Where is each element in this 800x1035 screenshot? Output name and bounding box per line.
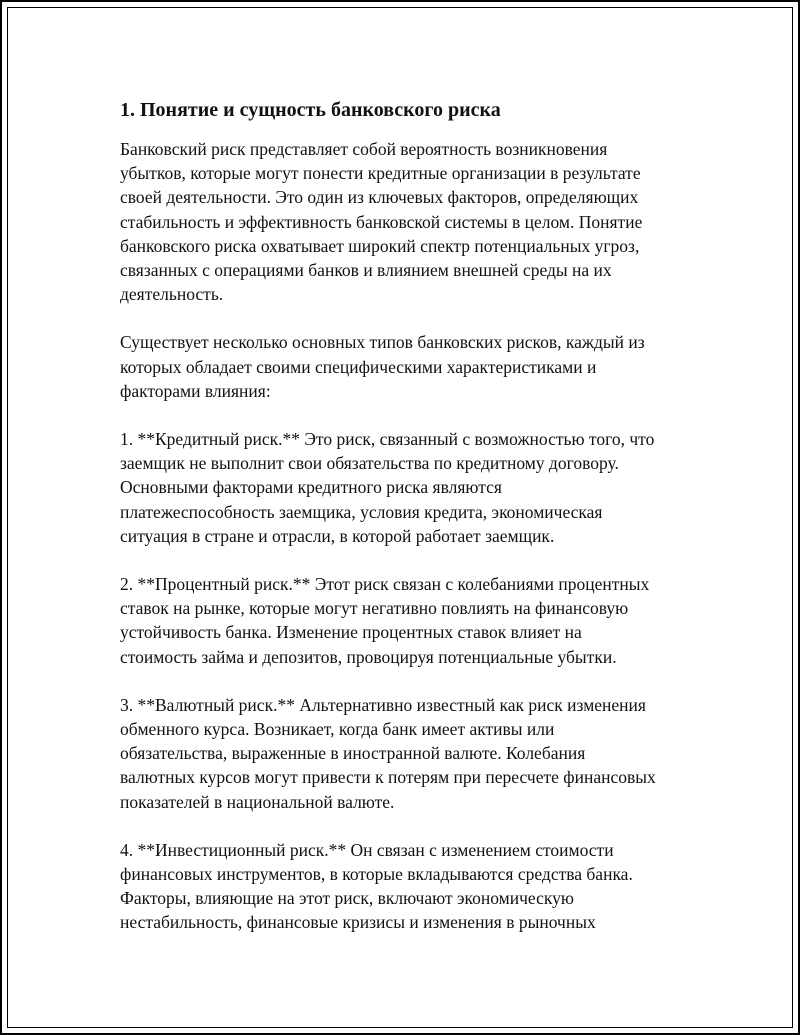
text-line: ставок на рынке, которые могут негативно повлиять на финансовую: [120, 598, 629, 619]
text-line: валютных курсов могут привести к потерям при пересчете финансовых: [120, 767, 656, 788]
paragraph-currency-risk: [120, 693, 700, 814]
paragraph-interest-risk: [120, 572, 700, 669]
text-line: устойчивость банка. Изменение процентных ставок влияет на: [120, 622, 582, 643]
text-line: показателей в национальной валюте.: [120, 791, 395, 812]
text-line: стоимость займа и депозитов, провоцируя потенциальные убытки.: [120, 646, 617, 667]
paragraph-risk-types-intro: [120, 330, 700, 403]
document-body: [120, 98, 700, 959]
text-line: 1. **Кредитный риск.** Это риск, связанный с возможностью того, что: [120, 429, 655, 450]
text-line: Факторы, влияющие на этот риск, включают экономическую: [120, 888, 574, 909]
text-line: заемщик не выполнит свои обязательства по кредитному договору.: [120, 453, 619, 474]
text-line: ситуация в стране и отрасли, в которой работает заемщик.: [120, 525, 555, 546]
paragraph-credit-risk: [120, 427, 700, 548]
text-line: банковского риска охватывает широкий спектр потенциальных угроз,: [120, 235, 640, 256]
text-line: убытков, которые могут понести кредитные организации в результате: [120, 163, 641, 184]
text-line: Основными факторами кредитного риска являются: [120, 477, 502, 498]
text-line: финансовых инструментов, в которые вкладываются средства банка.: [120, 864, 633, 885]
text-line: 3. **Валютный риск.** Альтернативно известный как риск изменения: [120, 694, 646, 715]
text-line: 2. **Процентный риск.** Этот риск связан с колебаниями процентных: [120, 574, 650, 595]
text-line: Существует несколько основных типов банковских рисков, каждый из: [120, 332, 645, 353]
text-line: стабильность и эффективность банковской системы в целом. Понятие: [120, 211, 643, 232]
text-line: 4. **Инвестиционный риск.** Он связан с изменением стоимости: [120, 839, 614, 860]
text-line: нестабильность, финансовые кризисы и изменения в рыночных: [120, 912, 596, 933]
paragraph-definition: [120, 137, 700, 306]
text-line: обязательства, выраженные в иностранной валюте. Колебания: [120, 743, 586, 764]
text-line: своей деятельности. Это один из ключевых факторов, определяющих: [120, 187, 639, 208]
paragraph-investment-risk: [120, 838, 700, 935]
text-line: платежеспособность заемщика, условия кредита, экономическая: [120, 501, 603, 522]
text-line: связанных с операциями банков и влиянием внешней среды на их: [120, 260, 612, 281]
text-line: Банковский риск представляет собой вероятность возникновения: [120, 139, 608, 159]
text-line: обменного курса. Возникает, когда банк имеет активы или: [120, 719, 555, 740]
text-line: которых обладает своими специфическими характеристиками и: [120, 356, 597, 377]
section-heading: 1. Понятие и сущность банковского риска: [120, 99, 501, 121]
text-line: деятельность.: [120, 284, 224, 305]
text-line: факторами влияния:: [120, 380, 271, 401]
